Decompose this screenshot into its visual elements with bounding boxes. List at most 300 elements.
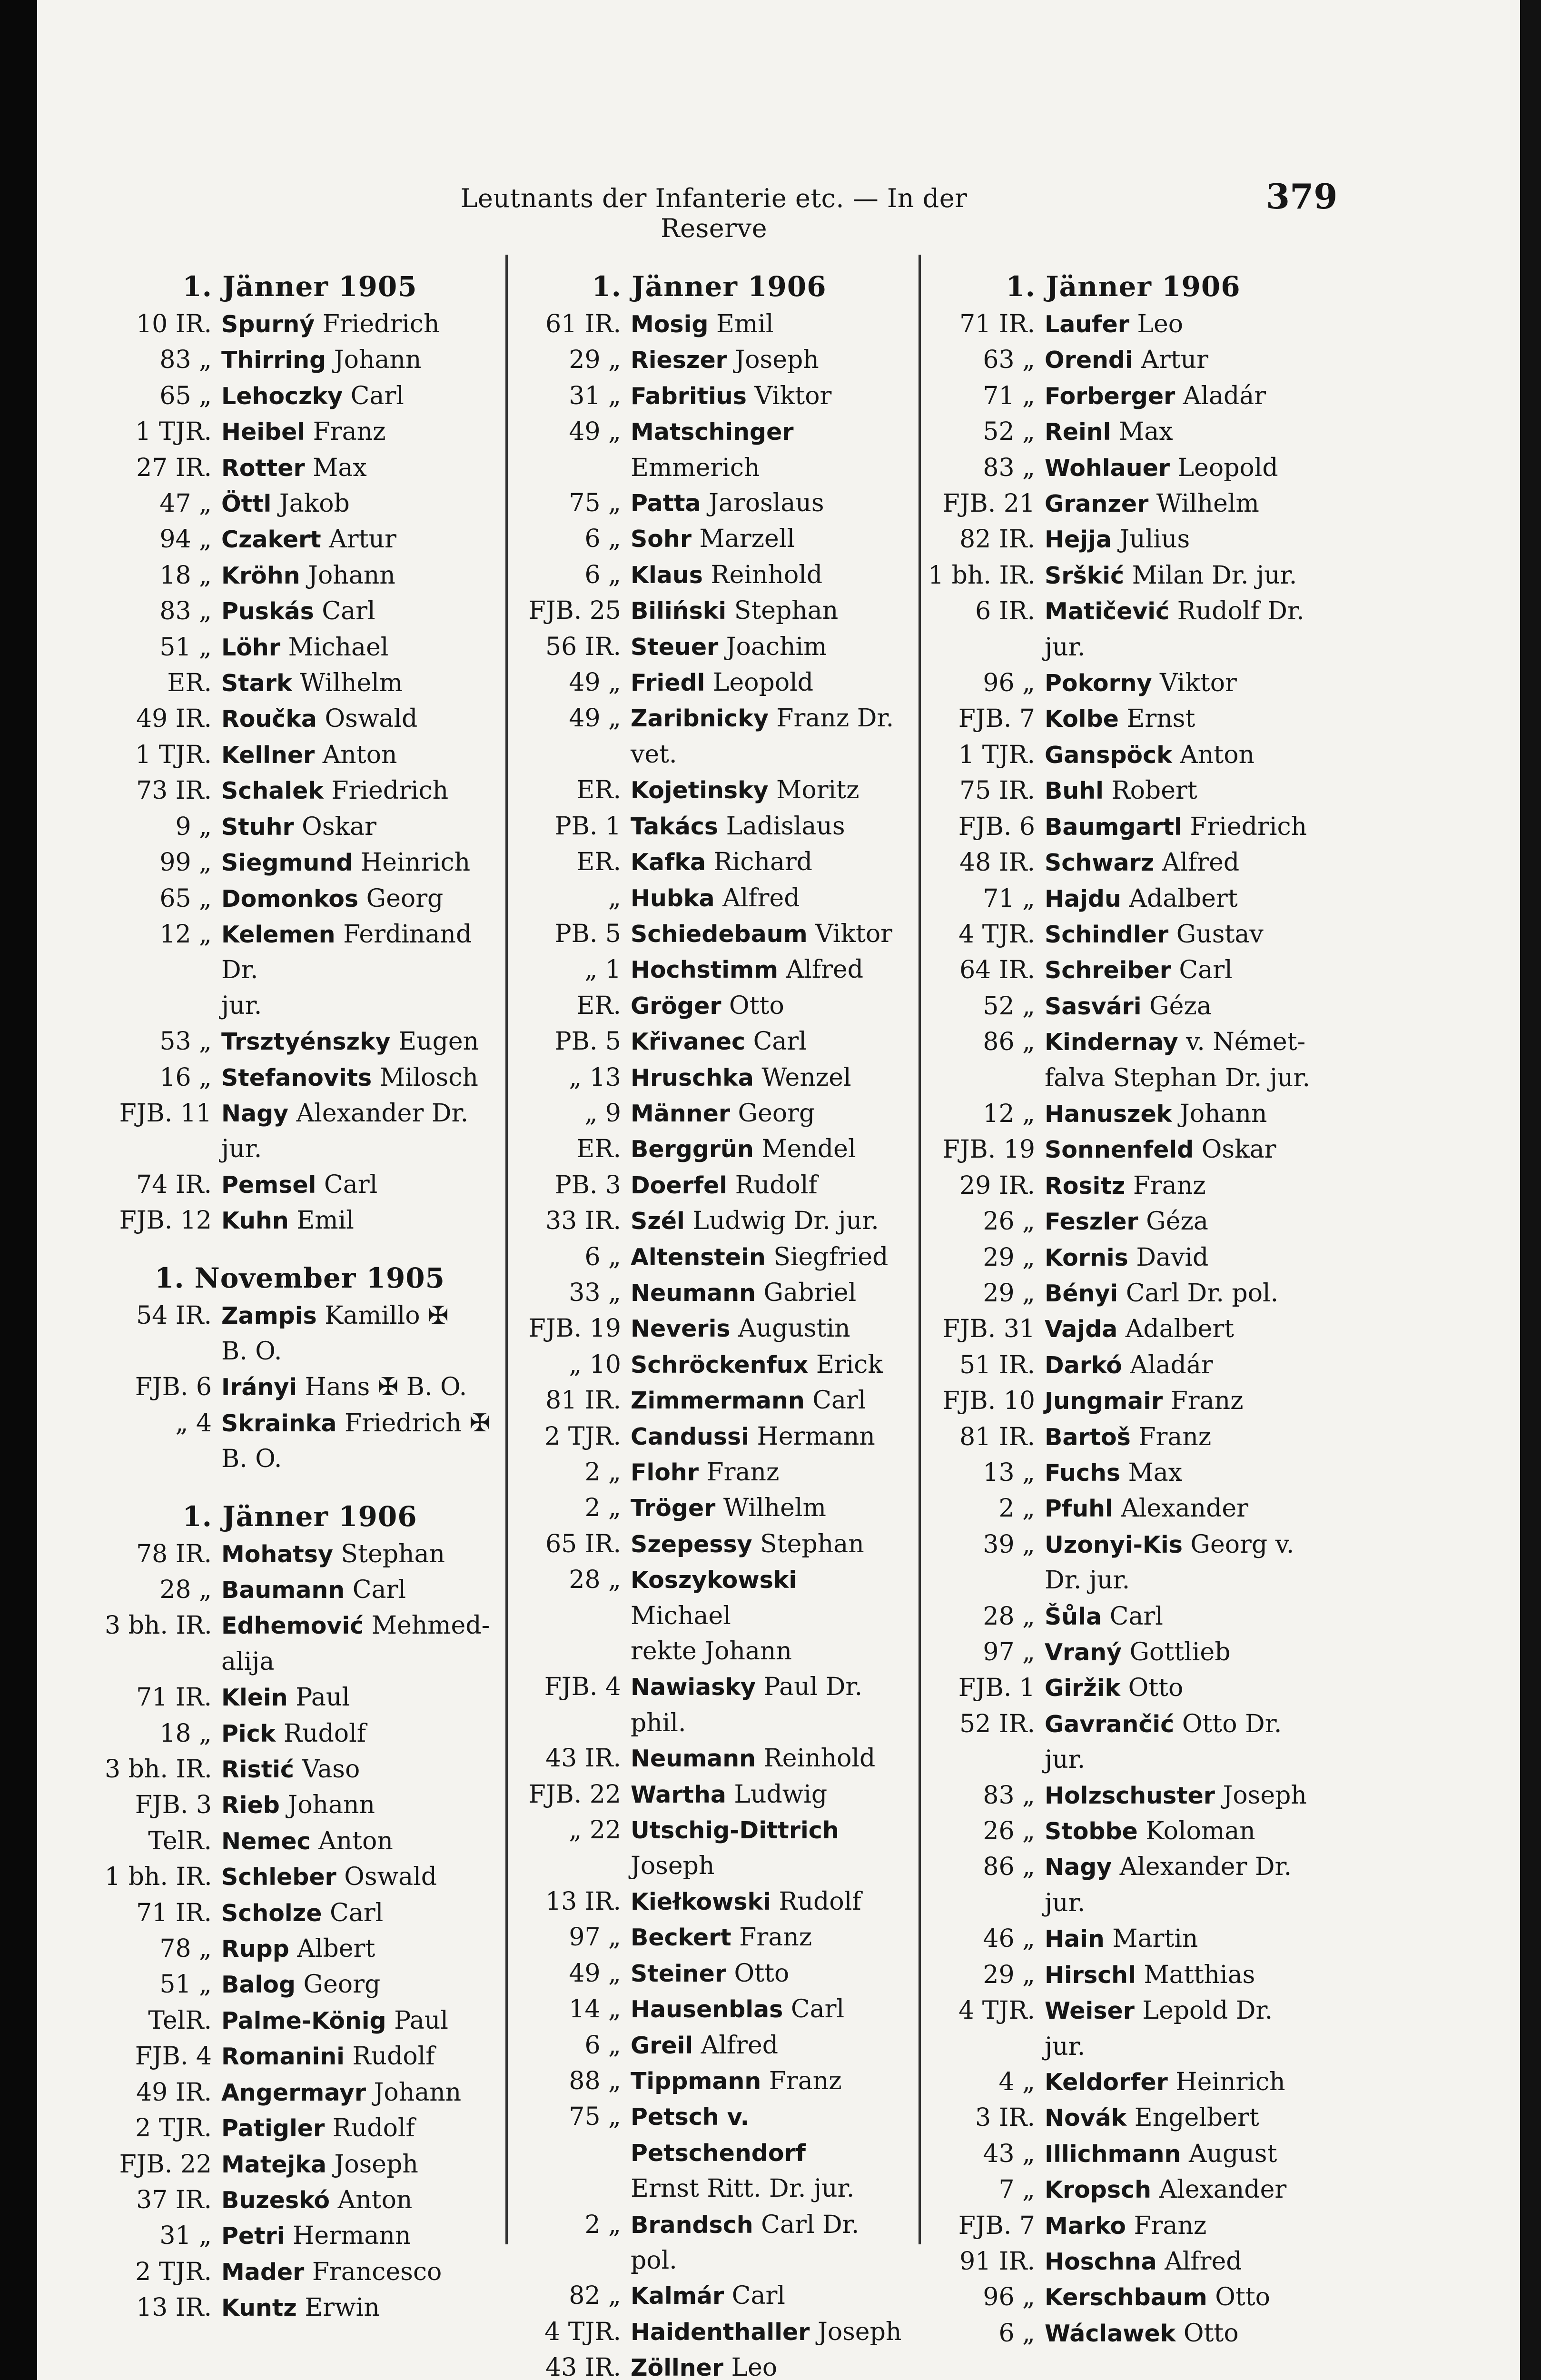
entry-given-name: Johann	[366, 2078, 462, 2107]
register-entry	[928, 1168, 1318, 1204]
entry-given-name: Leopold	[705, 668, 814, 697]
entry-unit	[928, 1885, 1045, 1921]
entry-given-name: Friedrich	[315, 310, 440, 338]
entry-unit: 6 „	[584, 1242, 621, 1271]
register-entry	[928, 522, 1318, 557]
entry-surname: Trsztyénszky	[221, 1028, 391, 1056]
register-entry	[514, 1060, 904, 1096]
entry-text	[631, 737, 904, 773]
entry-given-name: Rudolf Dr.	[1169, 597, 1304, 626]
entry-text	[221, 1369, 495, 1405]
entry-surname: Mosig	[631, 311, 709, 338]
entry-given-name: Mendel	[753, 1135, 856, 1164]
entry-text	[1045, 701, 1318, 737]
entry-surname: Novák	[1045, 2104, 1127, 2132]
entry-given-name: Alexander	[1151, 2175, 1287, 2204]
register-section	[105, 267, 495, 1239]
register-entry	[514, 1419, 904, 1455]
entry-text	[221, 2003, 495, 2039]
entry-unit: 47 „	[159, 489, 212, 518]
entry-text	[1045, 2208, 1318, 2244]
entry-text	[1045, 1635, 1318, 1670]
entry-surname: Stefanovits	[221, 1064, 372, 1091]
entry-unit: 29 „	[983, 1243, 1035, 1272]
register-entry	[928, 630, 1318, 665]
register-entry	[105, 1334, 495, 1369]
entry-given-name: Martin	[1104, 1924, 1198, 1954]
register-entry	[514, 952, 904, 988]
entry-text	[631, 1240, 904, 1275]
entry-unit: 71 IR.	[136, 1898, 212, 1927]
entry-text	[1045, 630, 1318, 665]
entry-given-name: Otto	[721, 991, 784, 1020]
entry-text	[1045, 1348, 1318, 1383]
entry-unit	[928, 1563, 1045, 1598]
entry-text	[221, 1967, 495, 2003]
entry-given-name: Johann	[279, 1791, 375, 1820]
entry-surname: Greil	[631, 2032, 693, 2059]
entry-unit: FJB. 1	[958, 1674, 1035, 1703]
entry-surname: Weiser	[1045, 1997, 1135, 2025]
entry-unit: „ 22	[569, 1816, 621, 1845]
entry-surname: Forberger	[1045, 382, 1176, 410]
entry-unit: 3 bh. IR.	[105, 1611, 212, 1640]
register-entry	[928, 594, 1318, 629]
entry-given-name: Rudolf	[344, 2042, 435, 2071]
entry-unit: FJB. 10	[942, 1387, 1035, 1416]
register-entry	[928, 1061, 1318, 1096]
entry-given-name: Franz	[761, 2066, 842, 2095]
entry-given-name: Friedrich ✠	[336, 1408, 490, 1438]
register-entry	[514, 2278, 904, 2314]
entry-text	[1045, 845, 1318, 881]
entry-unit: 26 „	[983, 1207, 1035, 1236]
entry-surname: Tröger	[631, 1495, 716, 1522]
entry-given-name: Joseph	[810, 2317, 902, 2346]
entry-unit: 3 bh. IR.	[105, 1755, 212, 1784]
entry-given-name: Joachim	[718, 632, 827, 661]
entry-unit: 97 „	[569, 1923, 621, 1952]
entry-text	[631, 1634, 904, 1669]
entry-surname: Holzschuster	[1045, 1782, 1215, 1809]
entry-text	[221, 701, 495, 737]
entry-surname: Wohlauer	[1045, 454, 1170, 482]
entry-given-name: Rudolf	[276, 1719, 366, 1748]
entry-text	[221, 1644, 495, 1680]
entry-unit: 6 „	[998, 2319, 1035, 2348]
entry-text	[1045, 1778, 1318, 1814]
register-entry	[105, 450, 495, 486]
entry-text	[631, 1527, 904, 1562]
entry-surname: Mader	[221, 2258, 305, 2286]
entry-unit: 3 IR.	[975, 2103, 1035, 2132]
entry-given-name: v. Német-	[1178, 1028, 1306, 1057]
register-entry	[514, 1240, 904, 1275]
entry-text	[221, 522, 495, 557]
entry-text	[1045, 486, 1318, 522]
entry-text	[631, 557, 904, 593]
entry-unit: 48 IR.	[959, 848, 1035, 877]
entry-text	[221, 1680, 495, 1716]
register-entry	[514, 1168, 904, 1203]
register-entry	[928, 2316, 1318, 2351]
entry-surname: Haidenthaller	[631, 2318, 810, 2346]
entry-unit: 88 „	[569, 2066, 621, 2095]
entry-unit: 49 „	[569, 668, 621, 697]
entry-text	[631, 1669, 904, 1741]
entry-given-name: Artur	[321, 525, 396, 554]
entry-unit: 51 „	[159, 1970, 212, 1999]
entry-unit: FJB. 22	[528, 1780, 621, 1809]
entry-text	[631, 1024, 904, 1060]
register-entry	[928, 1096, 1318, 1132]
register-entry	[514, 1347, 904, 1383]
section-heading: 1. Jänner 1905	[182, 270, 417, 303]
register-entry	[928, 737, 1318, 773]
entry-text	[221, 1716, 495, 1752]
entry-unit: ER.	[167, 669, 212, 698]
entry-given-name: Max	[1120, 1458, 1183, 1487]
register-entry	[105, 630, 495, 665]
entry-text	[631, 414, 904, 486]
entry-unit: 71 IR.	[136, 1683, 212, 1712]
entry-given-name: Hermann	[285, 2221, 411, 2251]
entry-surname: Kolbe	[1045, 705, 1119, 733]
entry-text	[631, 1813, 904, 1884]
entry-given-name: Carl Dr. pol.	[1118, 1279, 1279, 1308]
entry-surname: Srškić	[1045, 562, 1125, 589]
entry-surname: Schindler	[1045, 921, 1169, 948]
entry-text	[1045, 1419, 1318, 1455]
entry-unit: 46 „	[983, 1924, 1035, 1954]
register-entry	[105, 2290, 495, 2326]
entry-unit: 75 „	[569, 489, 621, 518]
entry-text	[221, 1752, 495, 1787]
entry-unit: „ 10	[569, 1350, 621, 1379]
entry-text	[221, 1024, 495, 1060]
entry-surname: Ganspöck	[1045, 741, 1172, 769]
register-entry	[514, 1956, 904, 1992]
entry-surname: Pfuhl	[1045, 1495, 1113, 1523]
register-section	[514, 267, 904, 2380]
entry-text	[631, 2028, 904, 2063]
entry-surname: Illichmann	[1045, 2140, 1181, 2168]
register-entry	[928, 1849, 1318, 1885]
entry-unit: 1 bh. IR.	[105, 1863, 212, 1892]
entry-unit: ER.	[576, 1135, 621, 1164]
entry-text	[1045, 2064, 1318, 2100]
entry-given-name: Jaroslaus	[701, 489, 824, 518]
entry-text	[1045, 1204, 1318, 1240]
register-entry	[514, 881, 904, 916]
entry-given-name: David	[1128, 1243, 1209, 1272]
entry-unit: 83 „	[983, 1781, 1035, 1810]
register-entry	[514, 557, 904, 593]
entry-given-name: Franz	[1163, 1387, 1244, 1416]
entry-text	[221, 1096, 495, 1167]
entry-text	[221, 917, 495, 988]
entry-given-name: Jakob	[271, 489, 350, 518]
entry-given-name: Viktor	[1152, 669, 1237, 698]
entry-text	[631, 629, 904, 665]
entry-surname: Löhr	[221, 634, 280, 661]
register-entry	[105, 665, 495, 701]
entry-surname: Baumann	[221, 1577, 345, 1604]
entry-text	[1045, 522, 1318, 557]
entry-given-name: Ladislaus	[718, 812, 845, 841]
entry-given-name: Leopold	[1170, 453, 1278, 482]
entry-unit	[105, 988, 221, 1024]
register-entry	[105, 1167, 495, 1203]
entry-surname: Nagy	[1045, 1854, 1112, 1881]
entry-unit: 78 „	[159, 1934, 212, 1964]
entry-surname: Kelemen	[221, 921, 336, 948]
entry-unit: 33 IR.	[545, 1207, 621, 1236]
register-entry	[928, 558, 1318, 594]
register-entry	[928, 1635, 1318, 1670]
entry-unit: 28 „	[159, 1576, 212, 1604]
register-entry	[928, 1563, 1318, 1598]
register-entry	[928, 450, 1318, 486]
entry-surname: Brandsch	[631, 2211, 753, 2239]
entry-unit: FJB. 25	[528, 596, 621, 625]
entry-text	[631, 1383, 904, 1418]
entry-unit: 75 „	[569, 2102, 621, 2132]
register-entry	[928, 1311, 1318, 1347]
entry-unit: PB. 5	[554, 1027, 621, 1056]
entry-surname: Hoschna	[1045, 2248, 1157, 2275]
entry-surname: Hanuszek	[1045, 1100, 1172, 1128]
entry-given-name: Siegfried	[765, 1242, 889, 1271]
entry-surname: Nawiasky	[631, 1674, 756, 1701]
entry-text	[221, 2111, 495, 2146]
entry-text	[631, 701, 904, 736]
entry-given-name: Adalbert	[1121, 884, 1238, 913]
entry-given-name: Anton	[1172, 740, 1255, 769]
entry-surname: Altenstein	[631, 1243, 766, 1271]
register-entry	[514, 1096, 904, 1131]
entry-given-name: B. O.	[221, 1337, 282, 1366]
entry-surname: Neveris	[631, 1315, 731, 1343]
entry-text	[631, 844, 904, 880]
entry-given-name: Anton	[315, 740, 397, 769]
entry-text	[631, 521, 904, 557]
entry-surname: Takács	[631, 813, 719, 840]
entry-text	[631, 1311, 904, 1347]
entry-unit: 31 „	[159, 2221, 212, 2251]
entry-surname: Uzonyi-Kis	[1045, 1531, 1183, 1558]
entry-given-name: vet.	[631, 740, 677, 769]
entry-text	[1045, 1527, 1318, 1563]
register-entry	[928, 486, 1318, 522]
entry-unit: 13 IR.	[545, 1887, 621, 1916]
register-entry	[514, 629, 904, 665]
register-entry	[105, 2182, 495, 2218]
entry-surname: Irányi	[221, 1374, 297, 1401]
entry-unit: 2 „	[584, 1494, 621, 1523]
entry-given-name: Viktor	[746, 381, 832, 410]
register-entry	[105, 342, 495, 378]
entry-given-name: Franz	[305, 417, 386, 446]
register-entry	[928, 1383, 1318, 1419]
entry-text	[1045, 809, 1318, 845]
entry-unit: „ 13	[569, 1063, 621, 1092]
entry-given-name: Carl	[345, 1576, 406, 1604]
entry-given-name: Moritz	[768, 776, 859, 805]
register-entry	[514, 844, 904, 880]
entry-text	[221, 1859, 495, 1895]
entry-surname: Männer	[631, 1100, 730, 1127]
entry-given-name: Anton	[330, 2185, 413, 2214]
entry-surname: Nagy	[221, 1100, 289, 1127]
register-entry	[514, 1275, 904, 1311]
entry-surname: Lehoczky	[221, 382, 343, 410]
entry-unit: 13 „	[983, 1458, 1035, 1487]
entry-given-name: Richard	[706, 848, 813, 877]
entry-unit	[105, 1441, 221, 1477]
entry-text	[221, 1298, 495, 1334]
entry-text	[631, 1956, 904, 1992]
entry-surname: Buhl	[1045, 777, 1104, 805]
entry-given-name: Ferdinand Dr.	[221, 920, 472, 985]
register-entry	[105, 2039, 495, 2074]
register-entry	[514, 773, 904, 808]
entry-given-name: Carl	[783, 1995, 845, 2024]
entry-text	[221, 2254, 495, 2290]
entry-text	[631, 952, 904, 988]
entry-given-name: Artur	[1133, 346, 1208, 375]
register-entry	[514, 2028, 904, 2063]
entry-surname: Gröger	[631, 992, 721, 1020]
register-entry	[928, 1527, 1318, 1563]
entry-text	[631, 1562, 904, 1634]
entry-unit: 39 „	[983, 1530, 1035, 1559]
entry-unit: 28 „	[983, 1602, 1035, 1631]
entry-surname: Szepessy	[631, 1530, 752, 1558]
entry-given-name: Aladár	[1122, 1350, 1213, 1379]
entry-given-name: Carl	[745, 1027, 807, 1056]
register-entry	[105, 2111, 495, 2146]
register-entry	[928, 773, 1318, 809]
register-entry	[928, 1276, 1318, 1311]
entry-surname: Steiner	[631, 1960, 727, 1987]
entry-given-name: Georg	[730, 1099, 815, 1128]
register-entry	[514, 988, 904, 1024]
entry-given-name: Aladár	[1175, 381, 1266, 410]
entry-given-name: Leo	[1129, 310, 1184, 338]
entry-unit: 4 TJR.	[544, 2317, 621, 2346]
entry-text	[1045, 1814, 1318, 1849]
entry-given-name: Otto	[1176, 2319, 1239, 2348]
entry-text	[631, 1777, 904, 1813]
entry-unit: 71 „	[983, 884, 1035, 913]
entry-text	[1045, 1240, 1318, 1276]
register-entry	[514, 593, 904, 629]
register-entry	[105, 737, 495, 773]
entry-given-name: Max	[1111, 417, 1173, 446]
entry-unit: 61 IR.	[545, 310, 621, 338]
register-entry	[514, 737, 904, 773]
entry-surname: Baumgartl	[1045, 813, 1182, 841]
register-entry	[105, 1406, 495, 1441]
register-entry	[514, 1311, 904, 1347]
entry-given-name: Alfred	[1154, 848, 1240, 877]
entry-text	[1045, 1957, 1318, 1993]
entry-unit: 31 „	[569, 381, 621, 410]
register-entry	[105, 988, 495, 1024]
entry-surname: Zimmermann	[631, 1387, 805, 1415]
entry-unit: „ 9	[584, 1099, 621, 1128]
entry-surname: Klein	[221, 1684, 288, 1712]
entry-surname: Pokorny	[1045, 670, 1152, 697]
register-entry	[105, 1441, 495, 1477]
entry-given-name: Dr. jur.	[1045, 1566, 1130, 1595]
entry-text	[1045, 2244, 1318, 2280]
register-entry	[928, 2100, 1318, 2136]
entry-text	[1045, 773, 1318, 809]
register-entry	[514, 1024, 904, 1060]
entry-surname: Kerschbaum	[1045, 2284, 1207, 2311]
entry-text	[221, 1167, 495, 1203]
entry-surname: Kiełkowski	[631, 1888, 771, 1915]
page-edge-right	[1520, 0, 1541, 2380]
register-entry	[928, 2208, 1318, 2244]
entry-surname: Angermayr	[221, 2079, 366, 2106]
entry-text	[1045, 1993, 1318, 2064]
entry-text	[1045, 2100, 1318, 2136]
entry-surname: Vajda	[1045, 1316, 1118, 1343]
register-entry	[514, 1634, 904, 1669]
entry-unit: 51 IR.	[959, 1350, 1035, 1379]
register-entry	[105, 1096, 495, 1167]
entry-surname: Stark	[221, 670, 292, 697]
register-entry	[105, 701, 495, 737]
entry-text	[1045, 1599, 1318, 1635]
register-entry	[105, 1298, 495, 1334]
entry-unit: 65 „	[159, 884, 212, 913]
entry-given-name: Alfred	[778, 955, 863, 984]
entry-given-name: Georg v.	[1182, 1530, 1294, 1559]
entry-given-name: Ludwig Dr. jur.	[684, 1207, 879, 1236]
register-entry	[514, 1741, 904, 1776]
entry-unit: 82 IR.	[959, 525, 1035, 554]
entry-surname: Patigler	[221, 2115, 325, 2142]
entry-surname: Jungmair	[1045, 1388, 1163, 1415]
register-entry	[928, 2172, 1318, 2208]
register-entry	[928, 917, 1318, 952]
entry-given-name: Michael	[280, 633, 389, 662]
register-entry	[105, 773, 495, 809]
entry-text	[1045, 737, 1318, 773]
entry-text	[1045, 1061, 1318, 1096]
register-entry	[514, 809, 904, 844]
entry-text	[631, 593, 904, 629]
register-entry	[928, 1706, 1318, 1778]
entry-surname: Kafka	[631, 849, 706, 876]
entry-text	[631, 342, 904, 378]
entry-unit: 27 IR.	[136, 453, 212, 482]
entry-given-name: Mehmed-	[364, 1611, 490, 1640]
entry-surname: Schwarz	[1045, 849, 1155, 877]
entry-unit	[105, 1334, 221, 1369]
entry-text	[221, 1608, 495, 1644]
entry-unit: 49 IR.	[136, 2078, 212, 2107]
entry-surname: Spurný	[221, 311, 315, 338]
entry-text	[1045, 450, 1318, 486]
register-entry	[928, 1348, 1318, 1383]
entry-surname: Pick	[221, 1720, 276, 1747]
entry-unit: 37 IR.	[136, 2185, 212, 2214]
